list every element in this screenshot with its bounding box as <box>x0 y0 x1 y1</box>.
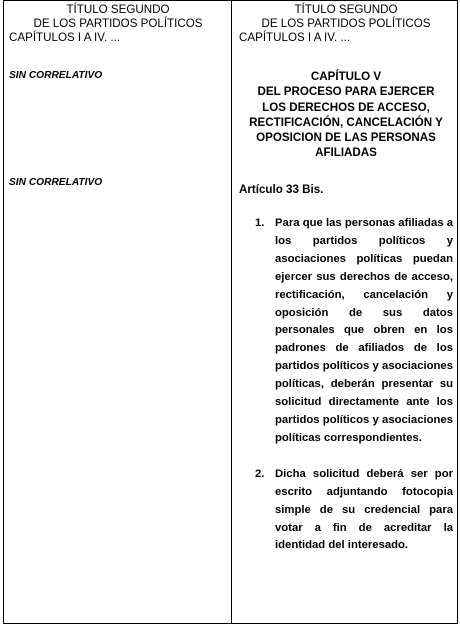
left-title <box>9 3 227 31</box>
list-item <box>255 466 453 556</box>
right-title <box>239 3 453 31</box>
comparison-table <box>3 0 458 624</box>
right-title-line-1: TÍTULO SEGUNDO <box>294 3 398 16</box>
item-number: 2. <box>255 467 265 480</box>
chapter-heading-line: OPOSICION DE LAS PERSONAS <box>256 131 436 145</box>
article-items <box>255 215 453 555</box>
list-item <box>255 215 453 448</box>
item-number: 1. <box>255 217 265 229</box>
left-column <box>4 1 231 623</box>
chapter-heading <box>239 69 453 161</box>
right-column <box>232 1 457 623</box>
chapter-heading-line: AFILIADAS <box>315 146 377 160</box>
left-no-correlative-2: SIN CORRELATIVO <box>9 177 103 188</box>
chapter-heading-line: DEL PROCESO PARA EJERCER <box>257 85 435 99</box>
left-chapters: CAPÍTULOS I A IV. ... <box>9 31 121 44</box>
item-text: Dicha solicitud deberá ser por escrito adjuntando fotocopia simple de su credencial para votar a fin de acreditar la identidad del interesado. <box>275 467 453 552</box>
article-heading: Artículo 33 Bis. <box>239 183 324 196</box>
right-chapters: CAPÍTULOS I A IV. ... <box>239 31 351 44</box>
chapter-heading-line: RECTIFICACIÓN, CANCELACIÓN Y <box>249 115 443 129</box>
chapter-heading-line: CAPÍTULO V <box>310 70 382 83</box>
chapter-heading-line: LOS DERECHOS DE ACCESO, <box>262 100 430 114</box>
left-title-line-1: TÍTULO SEGUNDO <box>66 3 170 16</box>
left-title-line-2: DE LOS PARTIDOS POLÍTICOS <box>33 17 203 30</box>
item-text: Para que las personas afiliadas a los partidos políticos y asociaciones políticas puedan ejercer sus derechos de acceso, rectificación, cancelación y oposición de sus datos personales que obren en los padrones de afiliados de los partidos políticos y asociaciones políticas, deberán presentar su solicitud directamente ante los partidos políticos y asociaciones políticas correspondientes. <box>275 217 453 444</box>
left-no-correlative-1: SIN CORRELATIVO <box>9 70 103 81</box>
right-title-line-2: DE LOS PARTIDOS POLÍTICOS <box>261 17 431 30</box>
